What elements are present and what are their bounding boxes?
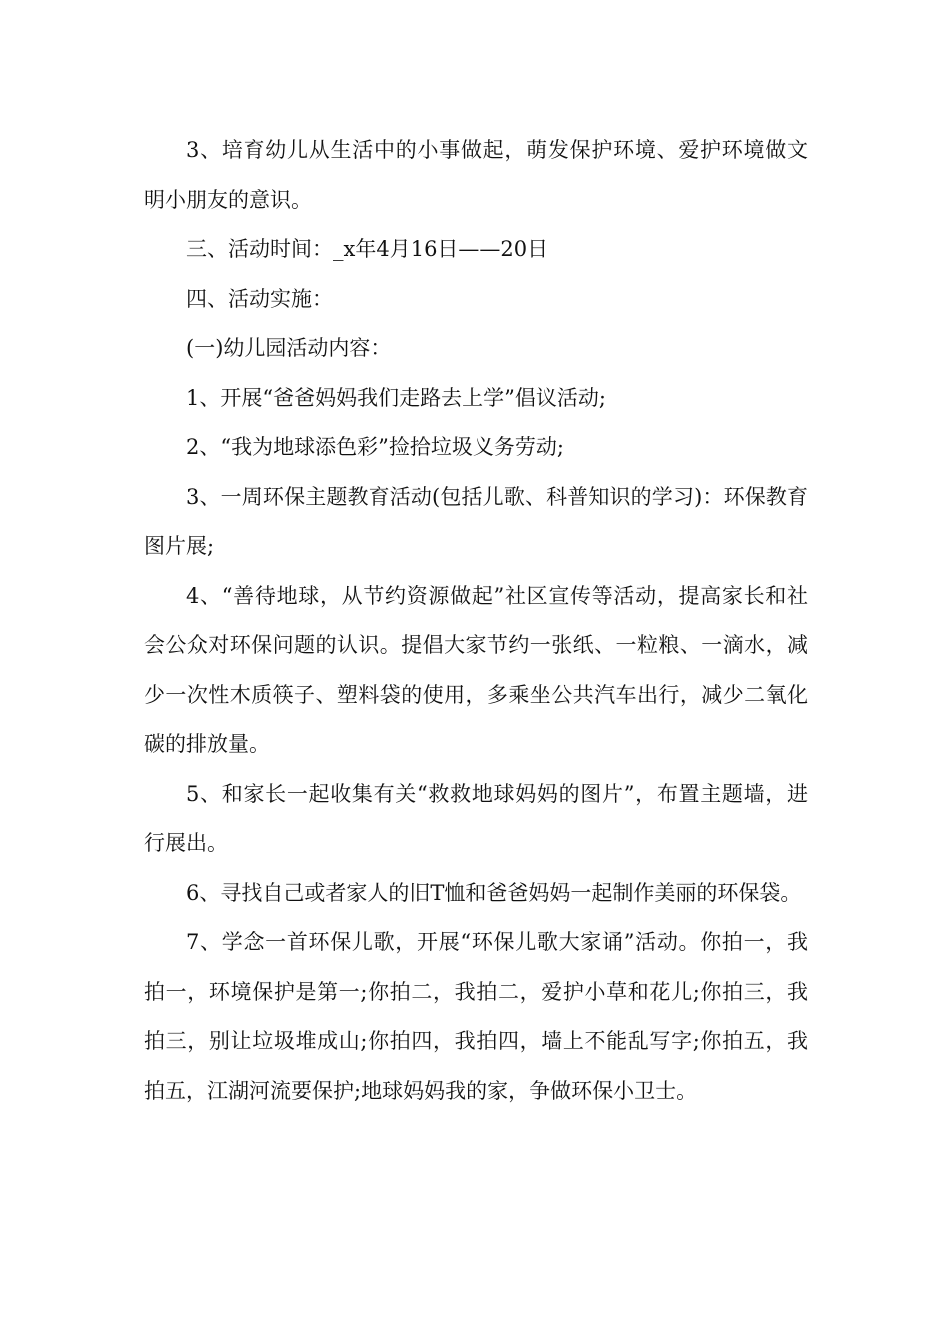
paragraph-item-3: 3、一周环保主题教育活动(包括儿歌、科普知识的学习)：环保教育图片展; (144, 484, 808, 558)
paragraph-activity-time: 三、活动时间：_x年4月16日——20日 (186, 237, 549, 261)
paragraph-item-4: 4、“善待地球，从节约资源做起”社区宣传等活动，提高家长和社会公众对环保问题的认识。提倡大家节约一张纸、一粒粮、一滴水，减少一次性木质筷子、塑料袋的使用，多乘坐公共汽车出行，减少二氧化碳的排放量。 (144, 583, 808, 756)
paragraph-implementation-heading: 四、活动实施： (186, 286, 333, 311)
document-body (144, 126, 808, 1116)
paragraph-item-7: 7、学念一首环保儿歌，开展“环保儿歌大家诵”活动。你拍一，我拍一，环境保护是第一;你拍二，我拍二，爱护小草和花儿;你拍三，我拍三，别让垃圾堆成山;你拍四，我拍四，墙上不能乱写字;你拍五，我拍五，江湖河流要保护;地球妈妈我的家，争做环保小卫士。 (144, 930, 808, 1103)
paragraph-goal-3: 3、培育幼儿从生活中的小事做起，萌发保护环境、爱护环境做文明小朋友的意识。 (144, 138, 808, 212)
paragraph-kindergarten-content-heading: (一)幼儿园活动内容： (186, 336, 392, 360)
paragraph-item-2: 2、“我为地球添色彩”捡拾垃圾义务劳动; (186, 435, 564, 459)
paragraph-item-1: 1、开展“爸爸妈妈我们走路去上学”倡议活动; (186, 385, 606, 410)
paragraph-item-6: 6、寻找自己或者家人的旧T恤和爸爸妈妈一起制作美丽的环保袋。 (186, 880, 802, 905)
paragraph-item-5: 5、和家长一起收集有关“救救地球妈妈的图片”，布置主题墙，进行展出。 (144, 781, 808, 855)
